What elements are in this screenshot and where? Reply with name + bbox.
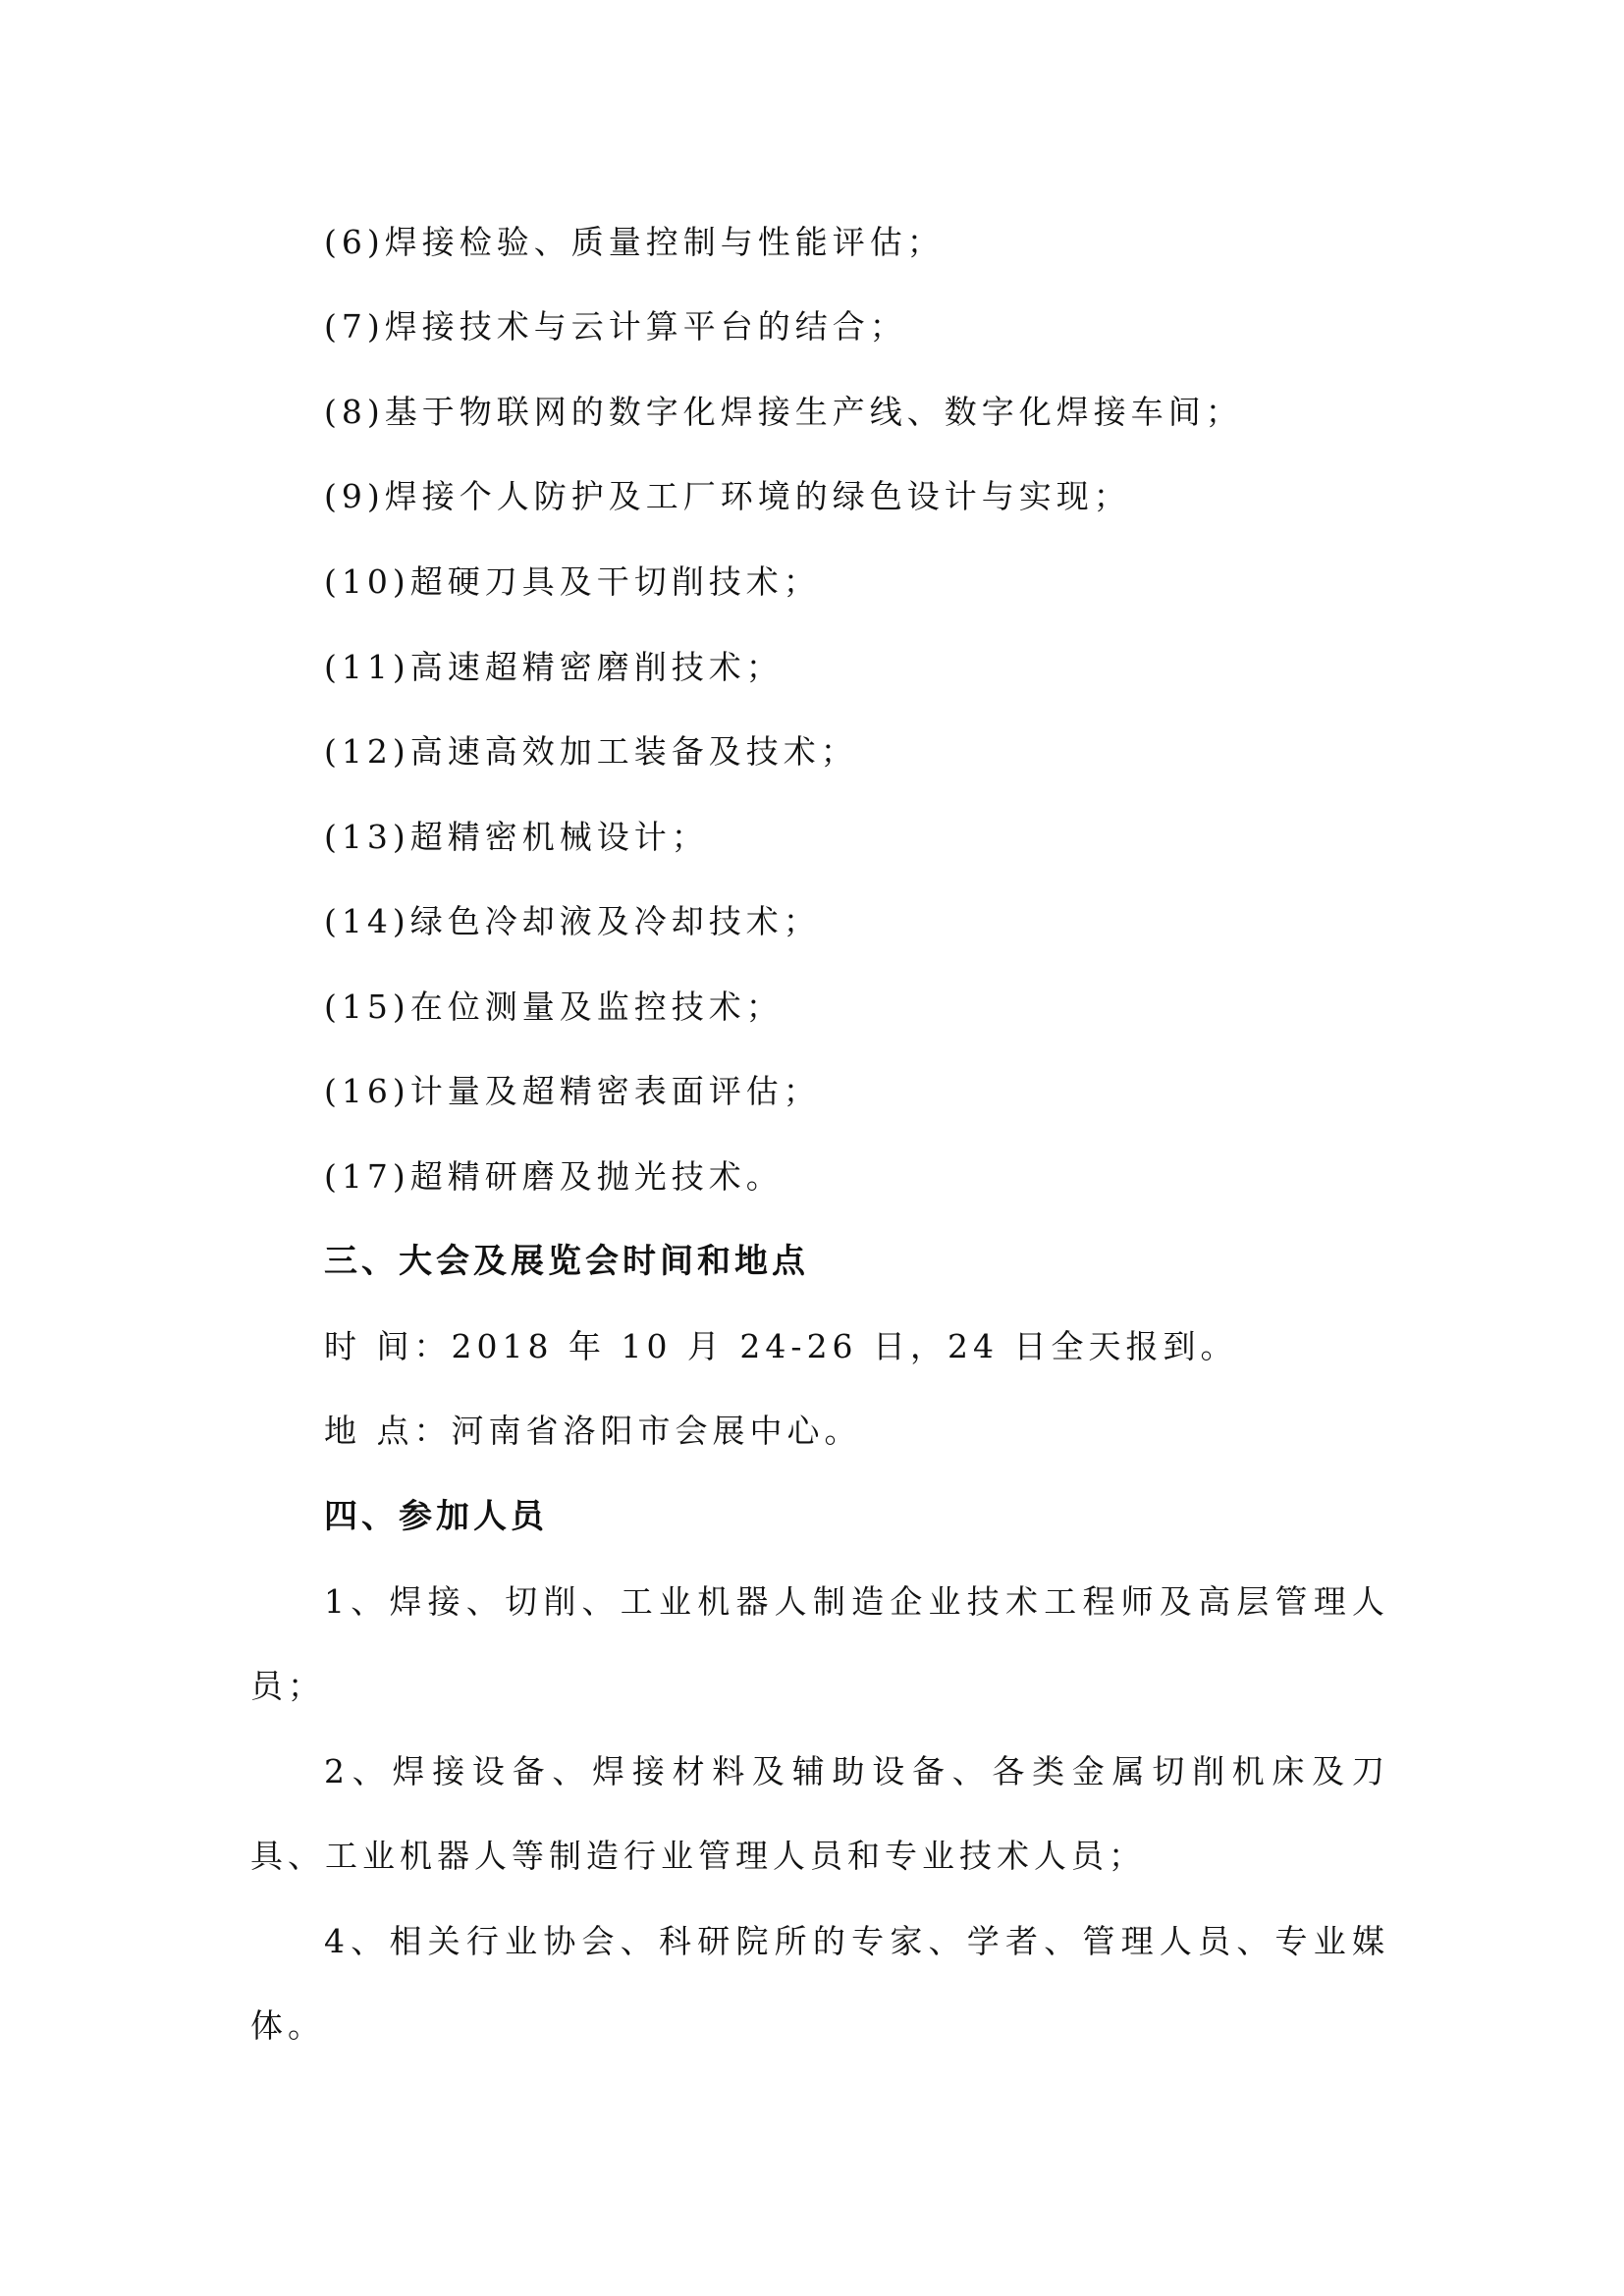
list-item: (17)超精研磨及抛光技术。 xyxy=(324,1157,784,1196)
section-heading-participants: 四、参加人员 xyxy=(324,1497,548,1536)
list-item: (7)焊接技术与云计算平台的结合； xyxy=(324,307,907,346)
list-item: (12)高速高效加工装备及技术； xyxy=(324,732,858,771)
event-place: 地 点：河南省洛阳市会展中心。 xyxy=(324,1412,862,1450)
participant-paragraph-2: 2、焊接设备、焊接材料及辅助设备、各类金属切削机床及刀具、工业机器人等制造行业管理人员和专业技术人员； xyxy=(250,1752,1389,1875)
list-item: (13)超精密机械设计； xyxy=(324,818,709,856)
list-item: (9)焊接个人防护及工厂环境的绿色设计与实现； xyxy=(324,477,1131,515)
list-item: (15)在位测量及监控技术； xyxy=(324,988,784,1026)
participant-paragraph-3: 4、相关行业协会、科研院所的专家、学者、管理人员、专业媒体。 xyxy=(250,1922,1389,2045)
list-item: (11)高速超精密磨削技术； xyxy=(324,648,784,686)
list-item: (8)基于物联网的数字化焊接生产线、数字化焊接车间； xyxy=(324,393,1243,431)
list-item: (14)绿色冷却液及冷却技术； xyxy=(324,902,821,940)
list-item: (16)计量及超精密表面评估； xyxy=(324,1072,821,1110)
event-time: 时 间：2018 年 10 月 24-26 日，24 日全天报到。 xyxy=(324,1327,1238,1365)
participant-paragraph-1: 1、焊接、切削、工业机器人制造企业技术工程师及高层管理人员； xyxy=(250,1582,1389,1705)
list-item: (10)超硬刀具及干切削技术； xyxy=(324,562,821,601)
section-heading-time-place: 三、大会及展览会时间和地点 xyxy=(324,1242,809,1281)
list-item: (6)焊接检验、质量控制与性能评估； xyxy=(324,223,945,261)
